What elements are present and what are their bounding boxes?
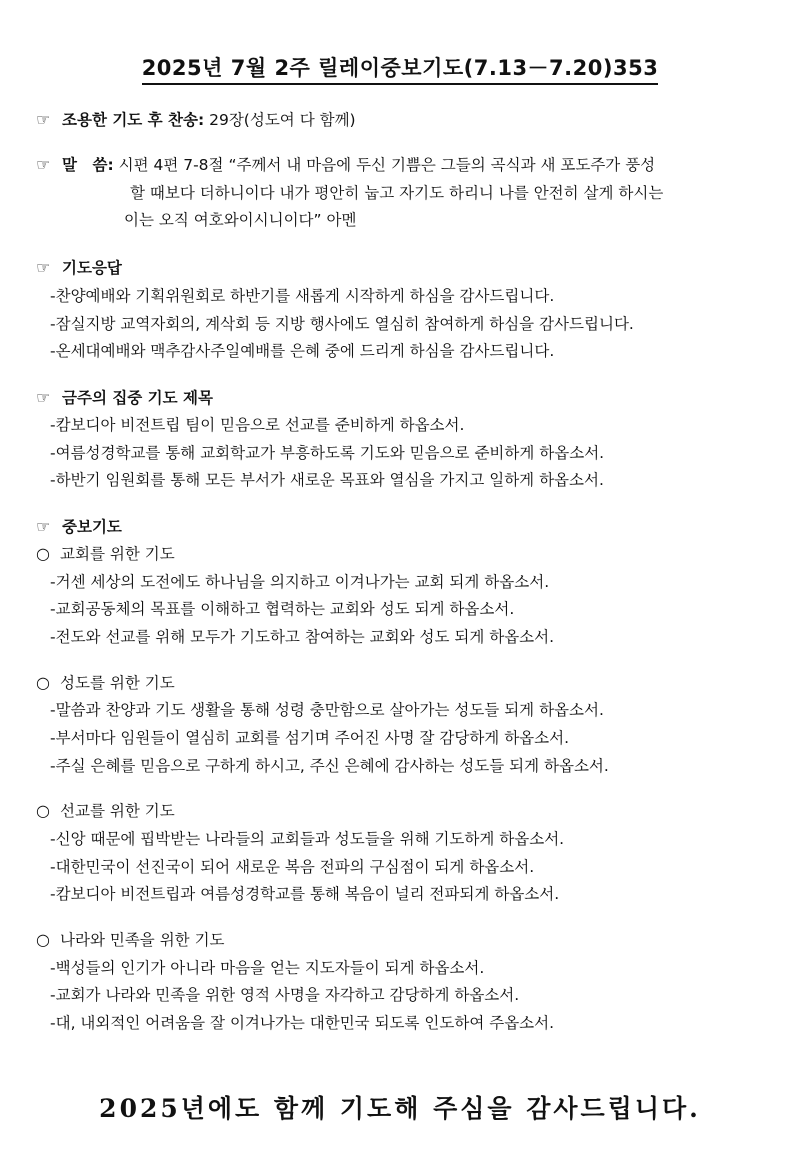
list-item: -온세대예배와 맥추감사주일예배를 은혜 중에 드리게 하심을 감사드립니다.: [50, 342, 555, 360]
scripture-line: [36, 153, 800, 175]
list-item: -말씀과 찬양과 기도 생활을 통해 성령 충만함으로 살아가는 성도들 되게 하옵소서.: [50, 701, 604, 719]
list-item: -캄보디아 비전트립과 여름성경학교를 통해 복음이 널리 전파되게 하옵소서.: [50, 885, 560, 903]
group-title-saints: ○ 성도를 위한 기도: [36, 673, 175, 692]
list-item: -부서마다 임원들이 열심히 교회를 섬기며 주어진 사명 잘 감당하게 하옵소서.: [50, 729, 570, 747]
list-item: -거센 세상의 도전에도 하나님을 의지하고 이겨나가는 교회 되게 하옵소서.: [50, 573, 550, 591]
pointing-hand-icon: ☞: [36, 110, 51, 129]
section-heading-focus: ☞ 금주의 집중 기도 제목: [36, 388, 213, 407]
list-item: -잠실지방 교역자회의, 계삭회 등 지방 행사에도 열심히 참여하게 하심을 감사드립니다.: [50, 315, 634, 333]
list-item: -하반기 임원회를 통해 모든 부서가 새로운 목표와 열심을 가지고 일하게 하옵소서.: [50, 471, 604, 489]
circle-bullet-icon: ○: [36, 673, 50, 692]
group-title-nation: ○ 나라와 민족을 위한 기도: [36, 930, 225, 949]
list-item: -찬양예배와 기획위원회로 하반기를 새롭게 시작하게 하심을 감사드립니다.: [50, 287, 555, 305]
list-item: -캄보디아 비전트립 팀이 믿음으로 선교를 준비하게 하옵소서.: [50, 416, 465, 434]
pointing-hand-icon: ☞: [36, 517, 51, 536]
list-item: -백성들의 인기가 아니라 마음을 얻는 지도자들이 되게 하옵소서.: [50, 959, 485, 977]
list-item: -대한민국이 선진국이 되어 새로운 복음 전파의 구심점이 되게 하옵소서.: [50, 858, 535, 876]
scripture-label: 말 씀:: [62, 156, 114, 174]
closing-message: 2025년에도 함께 기도해 주심을 감사드립니다.: [99, 1094, 701, 1123]
circle-bullet-icon: ○: [36, 930, 50, 949]
hymn-value: 29장(성도여 다 함께): [209, 111, 356, 129]
scripture-text-line: 이는 오직 여호와이시니이다” 아멘: [124, 211, 357, 229]
group-title-church: ○ 교회를 위한 기도: [36, 544, 175, 563]
list-item: -교회가 나라와 민족을 위한 영적 사명을 자각하고 감당하게 하옵소서.: [50, 986, 520, 1004]
pointing-hand-icon: ☞: [36, 388, 51, 407]
group-title-mission: ○ 선교를 위한 기도: [36, 801, 175, 820]
list-item: -신앙 때문에 핍박받는 나라들의 교회들과 성도들을 위해 기도하게 하옵소서.: [50, 830, 565, 848]
list-item: -여름성경학교를 통해 교회학교가 부흥하도록 기도와 믿음으로 준비하게 하옵소서.: [50, 444, 605, 462]
list-item: -전도와 선교를 위해 모두가 기도하고 참여하는 교회와 성도 되게 하옵소서.: [50, 628, 555, 646]
page-title: 2025년 7월 2주 릴레이중보기도(7.13－7.20)353: [0, 52, 800, 82]
pointing-hand-icon: ☞: [36, 258, 51, 277]
section-heading-intercession: ☞ 중보기도: [36, 517, 122, 536]
hymn-line: [36, 108, 800, 130]
scripture-text-line: 시편 4편 7-8절 “주께서 내 마음에 두신 기쁨은 그들의 곡식과 새 포도주가 풍성: [118, 156, 656, 174]
scripture-text-line: 할 때보다 더하니이다 내가 평안히 눕고 자기도 하리니 나를 안전히 살게 하시는: [130, 184, 664, 202]
list-item: -교회공동체의 목표를 이해하고 협력하는 교회와 성도 되게 하옵소서.: [50, 600, 515, 618]
circle-bullet-icon: ○: [36, 801, 50, 820]
circle-bullet-icon: ○: [36, 544, 50, 563]
list-item: -주실 은혜를 믿음으로 구하게 하시고, 주신 은혜에 감사하는 성도들 되게 하옵소서.: [50, 757, 609, 775]
section-heading-answered: ☞ 기도응답: [36, 258, 122, 277]
pointing-hand-icon: ☞: [36, 155, 51, 174]
list-item: -대, 내외적인 어려움을 잘 이겨나가는 대한민국 되도록 인도하여 주옵소서.: [50, 1014, 555, 1032]
hymn-label: 조용한 기도 후 찬송:: [62, 111, 205, 129]
